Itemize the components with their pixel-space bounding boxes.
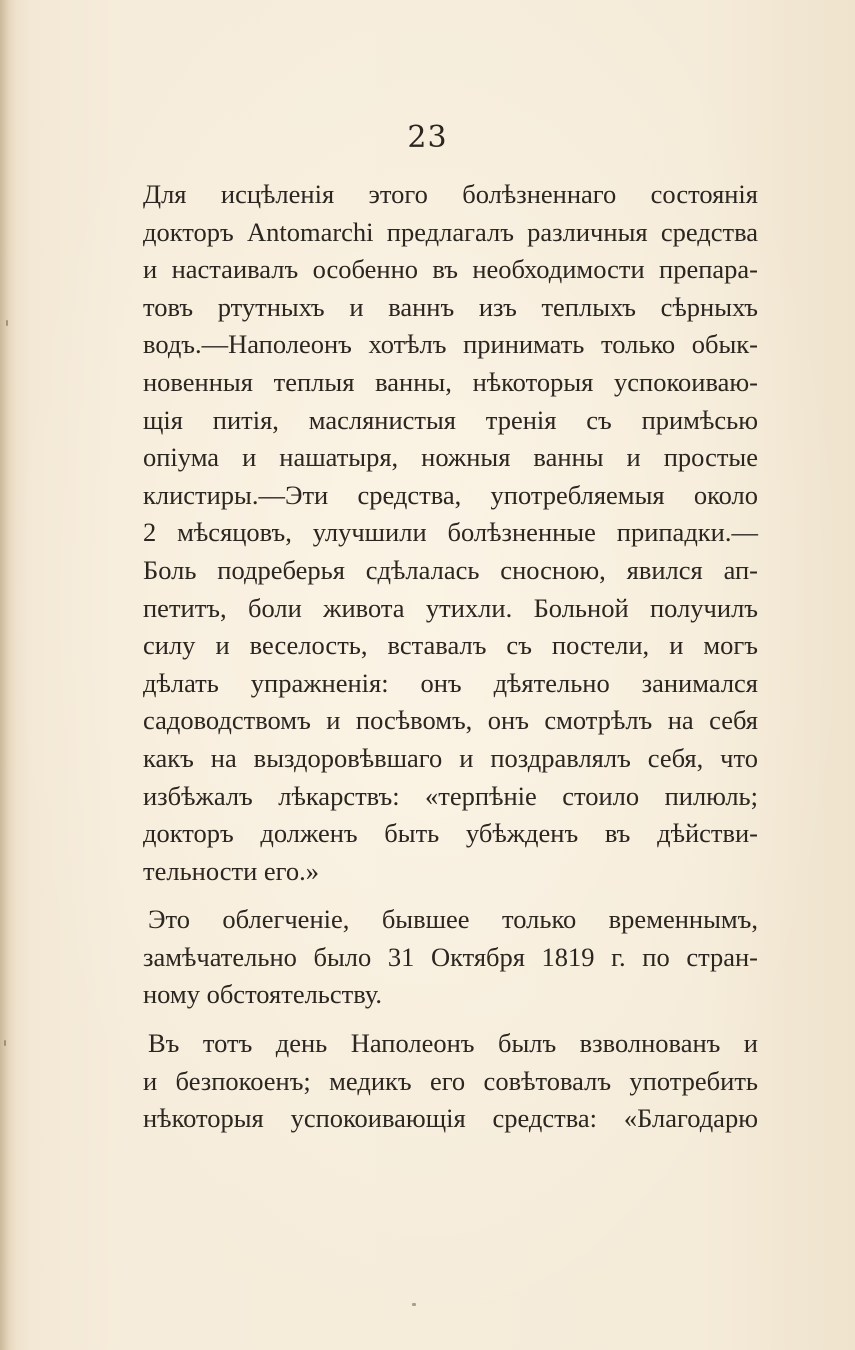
paragraph-gap xyxy=(143,890,758,901)
text-line: и безпокоенъ; медикъ его совѣтовалъ употребить xyxy=(143,1065,758,1096)
binding-edge xyxy=(0,0,16,1350)
text-line: тельности его.» xyxy=(143,855,319,886)
text-line: докторъ Antomarchi предлагалъ различныя средства xyxy=(143,216,758,247)
text-line: докторъ долженъ быть убѣжденъ въ дѣйстви- xyxy=(143,818,758,849)
text-line: замѣчательно было 31 Октября 1819 г. по стран- xyxy=(143,941,758,972)
text-line: и настаивалъ особенно въ необходимости препара- xyxy=(143,254,758,285)
page-number: 23 xyxy=(407,120,448,155)
text-line: садоводствомъ и посѣвомъ, онъ смотрѣлъ на себя xyxy=(143,705,758,736)
text-line: товъ ртутныхъ и ваннъ изъ теплыхъ сѣрныхъ xyxy=(143,291,758,322)
text-line: нѣкоторыя успокоивающія средства: «Благодарю xyxy=(143,1103,758,1134)
paper-speck xyxy=(4,1040,6,1046)
text-line: Для исцѣленія этого болѣзненнаго состоянія xyxy=(143,179,758,209)
text-line: какъ на выздоровѣвшаго и поздравлялъ себя, что xyxy=(143,742,758,773)
text-line: петитъ, боли живота утихли. Больной получилъ xyxy=(143,592,758,623)
text-line: Въ тотъ день Наполеонъ былъ взволнованъ и xyxy=(148,1028,758,1059)
text-line: Боль подреберья сдѣлалась сносною, явился ап- xyxy=(143,554,758,585)
text-line: новенныя теплыя ванны, нѣкоторыя успокоиваю- xyxy=(143,366,758,397)
text-line: силу и веселость, вставалъ съ постели, и могъ xyxy=(143,630,758,661)
text-line: опіума и нашатыря, ножныя ванны и простые xyxy=(143,442,758,473)
body-text xyxy=(143,176,758,1138)
text-line: щія питія, маслянистыя тренія съ примѣсью xyxy=(143,404,758,435)
text-line: клистиры.—Эти средства, употребляемыя около xyxy=(143,479,758,510)
text-line: дѣлать упражненія: онъ дѣятельно занимался xyxy=(143,667,758,698)
text-line: 2 мѣсяцовъ, улучшили болѣзненные припадки.— xyxy=(143,517,758,548)
paper-speck xyxy=(6,320,8,326)
text-line: избѣжалъ лѣкарствъ: «терпѣніе стоило пилюль; xyxy=(143,780,758,811)
text-line: водъ.—Наполеонъ хотѣлъ принимать только обык- xyxy=(143,329,758,360)
text-line: Это облегченіе, бывшее только временнымъ, xyxy=(148,904,758,935)
paragraph-gap xyxy=(143,1014,758,1025)
paper-speck xyxy=(412,1303,416,1306)
text-line: ному обстоятельству. xyxy=(143,979,383,1010)
